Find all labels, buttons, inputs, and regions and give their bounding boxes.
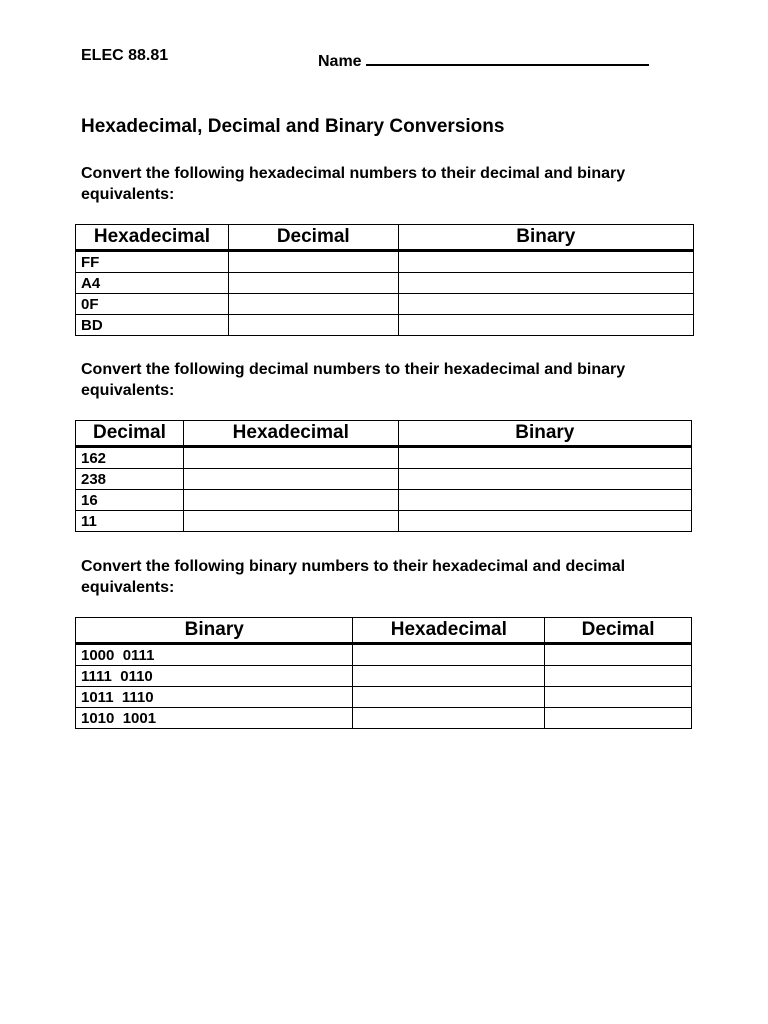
table-header-row [76, 225, 694, 251]
instruction-binary: Convert the following binary numbers to their hexadecimal and decimal equivalents: [81, 558, 626, 596]
table-row [76, 490, 692, 511]
instruction-hex: Convert the following hexadecimal numbers to their decimal and binary equivalents: [81, 165, 626, 203]
name-label: Name [318, 53, 362, 70]
given-value-cell: 238 [76, 469, 184, 490]
table-row [76, 644, 692, 666]
answer-cell[interactable] [228, 251, 398, 273]
table-row [76, 469, 692, 490]
answer-cell[interactable] [545, 666, 692, 687]
table-row [76, 315, 694, 336]
given-value-cell: 0F [76, 294, 229, 315]
column-header: Hexadecimal [183, 421, 398, 447]
table-row [76, 273, 694, 294]
answer-cell[interactable] [353, 687, 545, 708]
answer-cell[interactable] [183, 447, 398, 469]
answer-cell[interactable] [398, 294, 693, 315]
column-header: Hexadecimal [353, 618, 545, 644]
given-value-cell: FF [76, 251, 229, 273]
column-header: Decimal [228, 225, 398, 251]
table-header-row [76, 421, 692, 447]
table-header-row [76, 618, 692, 644]
given-value-cell: 1111 0110 [76, 666, 353, 687]
given-value-cell: 11 [76, 511, 184, 532]
answer-cell[interactable] [398, 469, 691, 490]
course-code: ELEC 88.81 [81, 47, 169, 64]
instruction-decimal: Convert the following decimal numbers to their hexadecimal and binary equivalents: [81, 361, 626, 399]
answer-cell[interactable] [545, 687, 692, 708]
column-header: Decimal [545, 618, 692, 644]
table-row [76, 447, 692, 469]
answer-cell[interactable] [353, 666, 545, 687]
answer-cell[interactable] [398, 447, 691, 469]
answer-cell[interactable] [353, 708, 545, 729]
table-row [76, 251, 694, 273]
decimal-conversion-table [75, 420, 692, 532]
table-row [76, 511, 692, 532]
binary-conversion-table [75, 617, 692, 729]
given-value-cell: 1000 0111 [76, 644, 353, 666]
name-field [318, 47, 649, 71]
answer-cell[interactable] [183, 490, 398, 511]
given-value-cell: A4 [76, 273, 229, 294]
table-row [76, 708, 692, 729]
answer-cell[interactable] [398, 490, 691, 511]
answer-cell[interactable] [183, 511, 398, 532]
given-value-cell: 1010 1001 [76, 708, 353, 729]
column-header: Binary [76, 618, 353, 644]
answer-cell[interactable] [353, 644, 545, 666]
given-value-cell: BD [76, 315, 229, 336]
given-value-cell: 162 [76, 447, 184, 469]
answer-cell[interactable] [545, 644, 692, 666]
column-header: Binary [398, 225, 693, 251]
answer-cell[interactable] [228, 294, 398, 315]
answer-cell[interactable] [228, 273, 398, 294]
answer-cell[interactable] [398, 273, 693, 294]
answer-cell[interactable] [398, 251, 693, 273]
answer-cell[interactable] [545, 708, 692, 729]
name-blank-line[interactable] [366, 47, 649, 66]
answer-cell[interactable] [398, 511, 691, 532]
worksheet-title: Hexadecimal, Decimal and Binary Conversions [81, 116, 505, 137]
column-header: Decimal [76, 421, 184, 447]
column-header: Binary [398, 421, 691, 447]
given-value-cell: 16 [76, 490, 184, 511]
answer-cell[interactable] [183, 469, 398, 490]
answer-cell[interactable] [398, 315, 693, 336]
table-row [76, 294, 694, 315]
answer-cell[interactable] [228, 315, 398, 336]
table-row [76, 666, 692, 687]
hex-conversion-table [75, 224, 694, 336]
column-header: Hexadecimal [76, 225, 229, 251]
given-value-cell: 1011 1110 [76, 687, 353, 708]
document-header [81, 47, 681, 69]
table-row [76, 687, 692, 708]
